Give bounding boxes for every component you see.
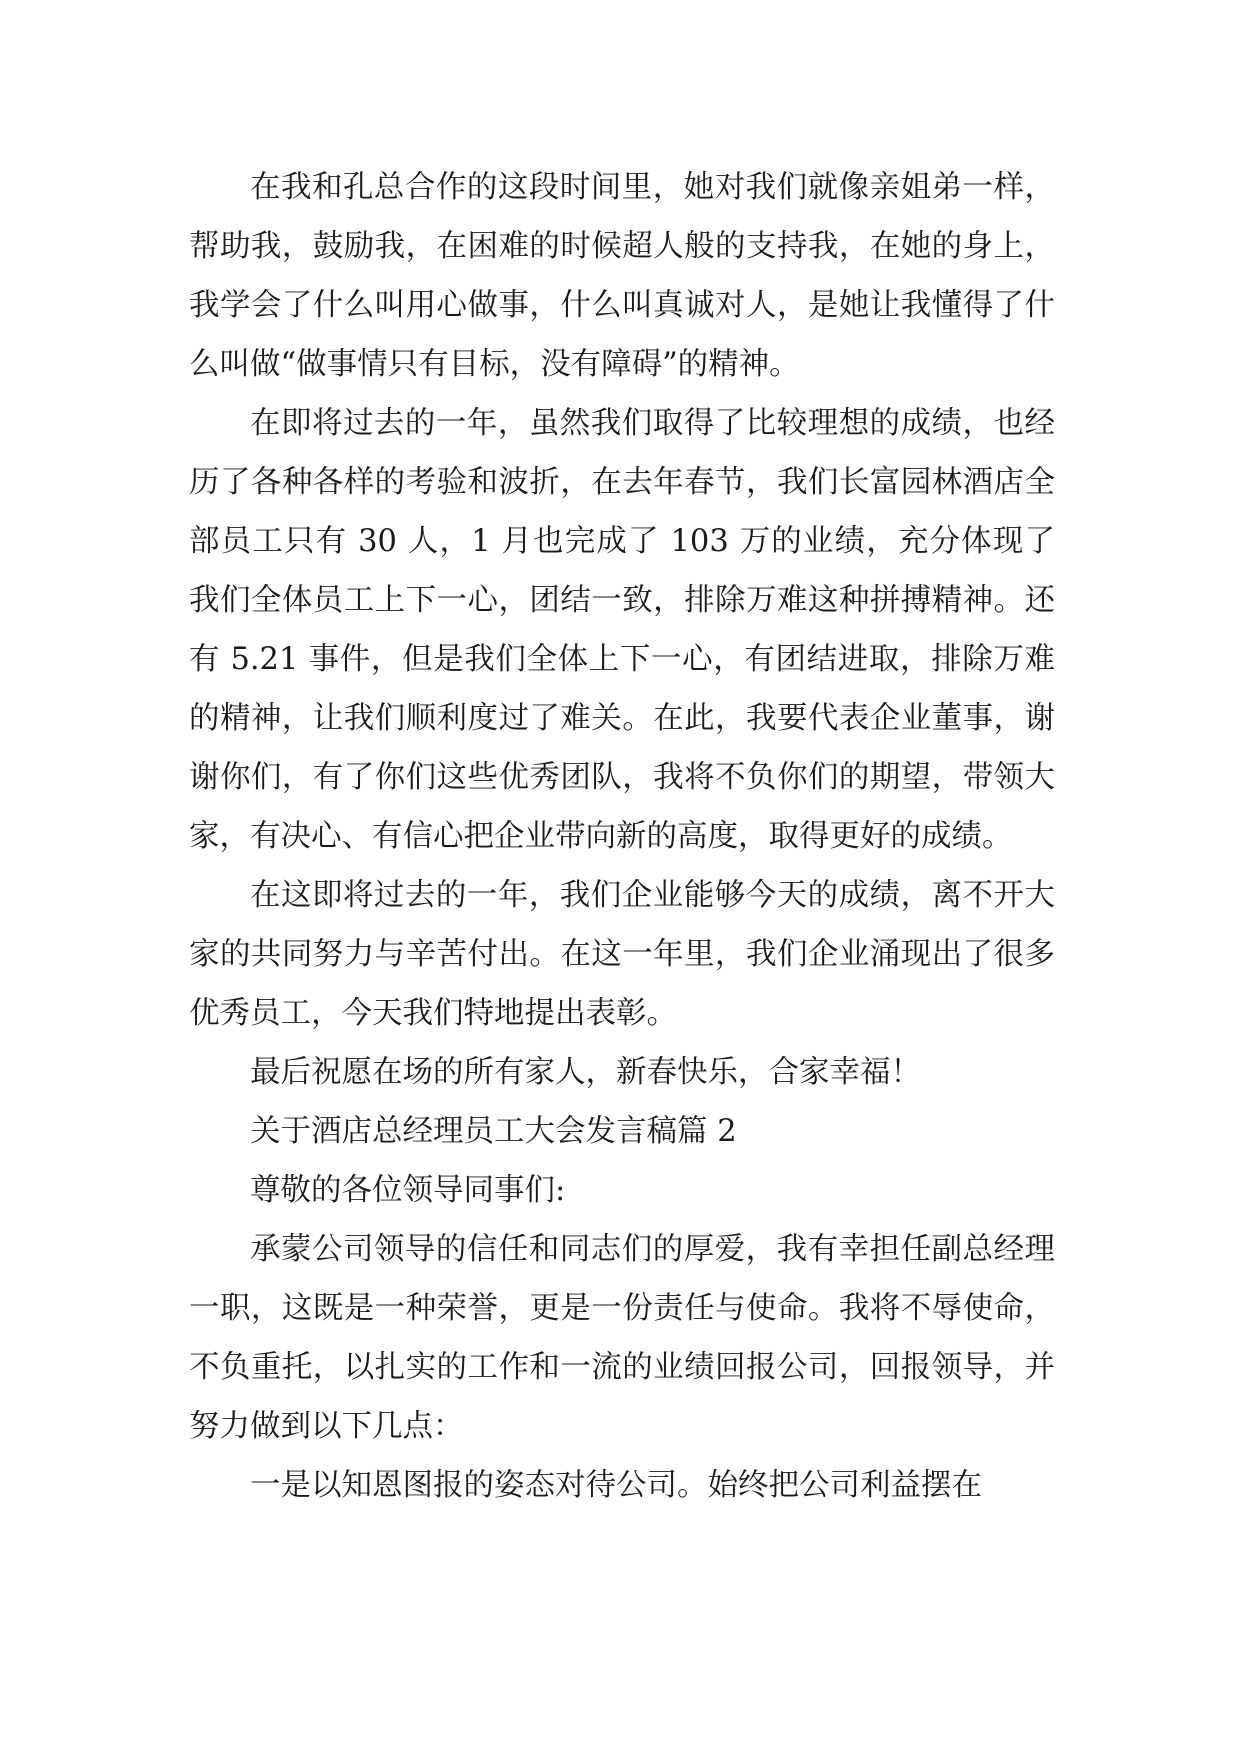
paragraph-5: 承蒙公司领导的信任和同志们的厚爱，我有幸担任副总经理一职，这既是一种荣誉，更是一份责任与使命。我将不辱使命，不负重托，以扎实的工作和一流的业绩回报公司，回报领导，并努力做到以下几点： [189,1232,1055,1444]
paragraph-1: 在我和孔总合作的这段时间里，她对我们就像亲姐弟一样，帮助我，鼓励我，在困难的时候超人般的支持我，在她的身上，我学会了什么叫用心做事，什么叫真诚对人，是她让我懂得了什么叫做“做事情只有目标，没有障碍”的精神。 [189,170,1055,382]
salutation: 尊敬的各位领导同事们: [250,1173,566,1208]
paragraph-3: 在这即将过去的一年，我们企业能够今天的成绩，离不开大家的共同努力与辛苦付出。在这一年里，我们企业涌现出了很多优秀员工，今天我们特地提出表彰。 [189,878,1055,1031]
paragraph-6: 一是以知恩图报的姿态对待公司。始终把公司利益摆在 [250,1468,982,1503]
paragraph-4: 最后祝愿在场的所有家人，新春快乐，合家幸福！ [250,1055,921,1090]
document-body [189,158,1055,1515]
paragraph-2: 在即将过去的一年，虽然我们取得了比较理想的成绩，也经历了各种各样的考验和波折，在去年春节，我们长富园林酒店全部员工只有 30 人，1 月也完成了 103 万的业绩，充分体现了我们全体员工上下一心，团结一致，排除万难这种拼搏精神。还有 5.21 事件，但是我们全体上下一心，有团结进取，排除万难的精神，让我们顺利度过了难关。在此，我要代表企业董事，谢谢你们，有了你们这些优秀团队，我将不负你们的期望，带领大家，有决心、有信心把企业带向新的高度，取得更好的成绩。 [189,406,1055,854]
section-heading: 关于酒店总经理员工大会发言稿篇 2 [250,1114,737,1149]
